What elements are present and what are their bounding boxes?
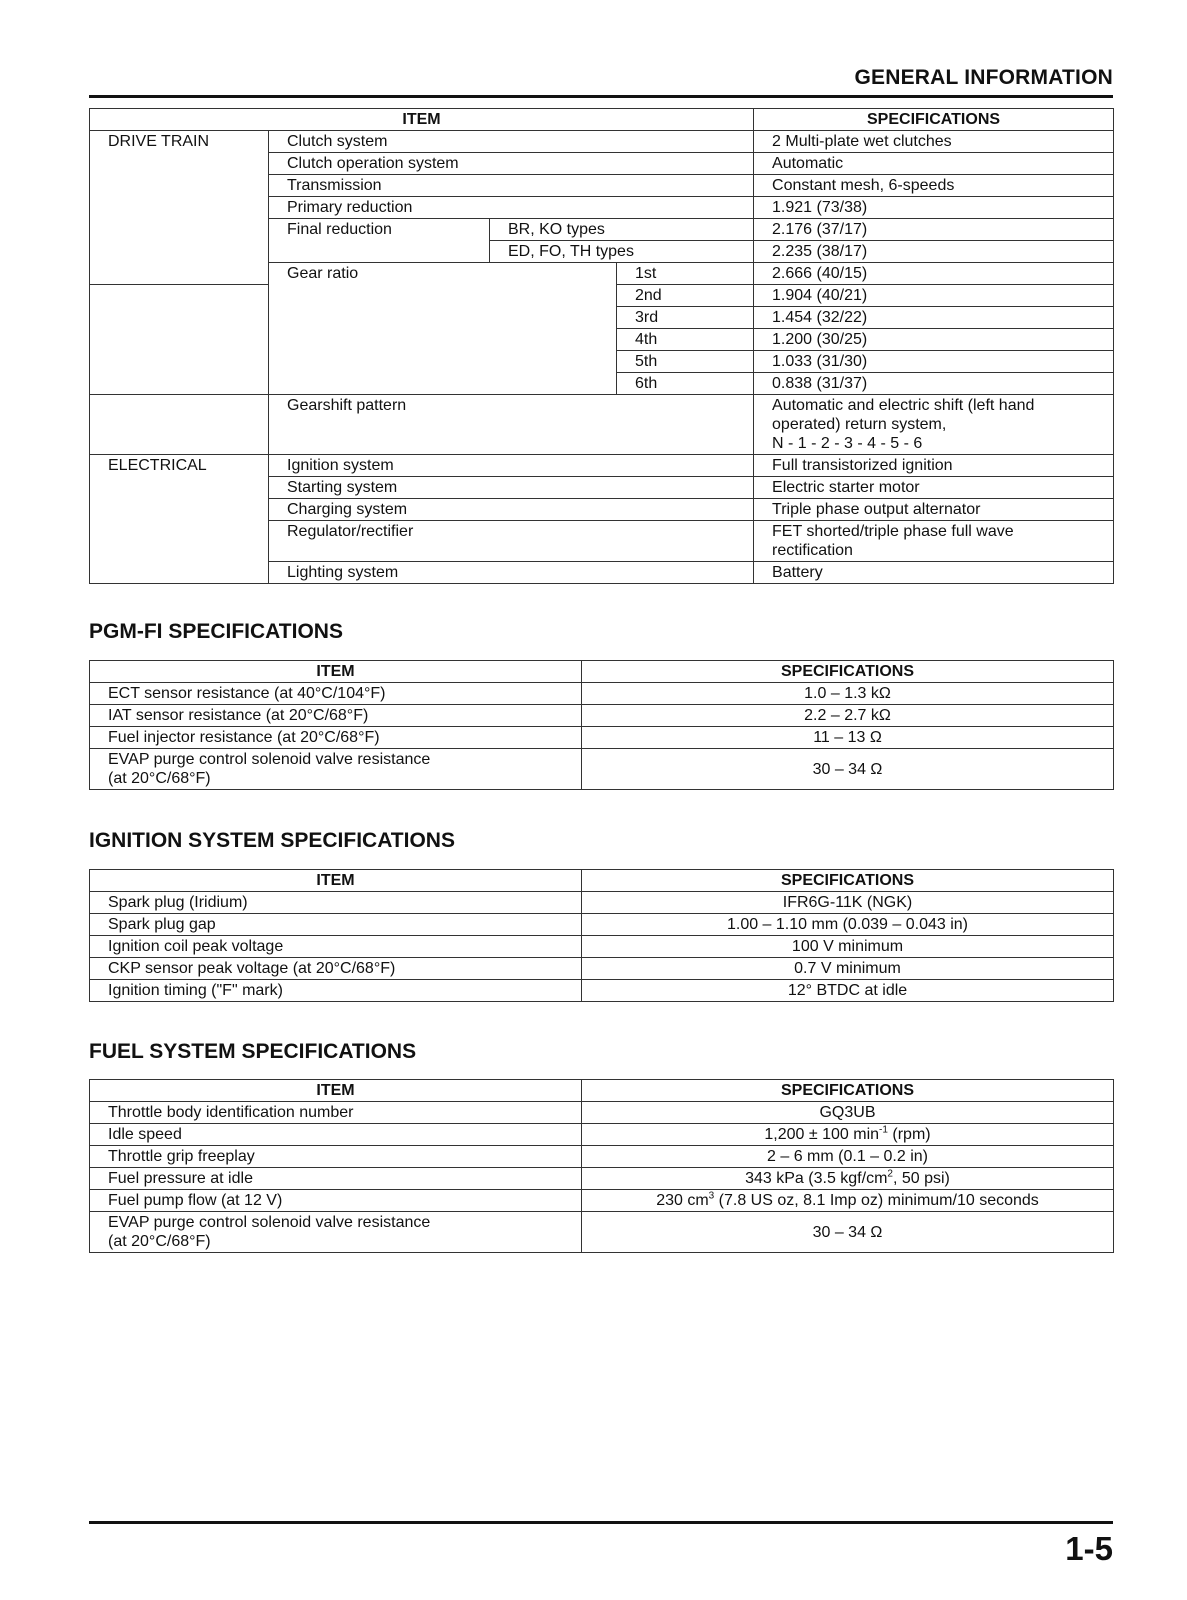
spec-cell: 11 – 13 Ω	[582, 727, 1114, 749]
item-cell: Ignition system	[269, 455, 754, 477]
table-row	[90, 219, 1114, 241]
item-cell: Idle speed	[90, 1124, 582, 1146]
spec-cell: 2.235 (38/17)	[754, 241, 1114, 263]
item-header: ITEM	[90, 870, 582, 892]
table-row	[90, 1212, 1114, 1253]
item-cell: Gear ratio	[269, 263, 617, 395]
group-spacer	[90, 329, 269, 351]
spec-cell: 2.666 (40/15)	[754, 263, 1114, 285]
table-header-row	[90, 661, 1114, 683]
page-header-title: GENERAL INFORMATION	[854, 66, 1113, 89]
spec-line: rectification	[772, 542, 853, 559]
ignition-section-title: IGNITION SYSTEM SPECIFICATIONS	[89, 829, 455, 852]
group-spacer	[90, 477, 269, 499]
group-spacer	[90, 562, 269, 584]
table-row	[90, 477, 1114, 499]
table-row	[90, 197, 1114, 219]
group-spacer	[90, 499, 269, 521]
spec-cell: Full transistorized ignition	[754, 455, 1114, 477]
spec-cell: 2 – 6 mm (0.1 – 0.2 in)	[582, 1146, 1114, 1168]
item-cell: Regulator/rectifier	[269, 521, 754, 562]
gear-cell: 3rd	[617, 307, 754, 329]
spec-cell: Battery	[754, 562, 1114, 584]
table-row	[90, 455, 1114, 477]
superscript: 3	[708, 1190, 715, 1202]
spec-cell: 1.200 (30/25)	[754, 329, 1114, 351]
spec-cell: 2.176 (37/17)	[754, 219, 1114, 241]
spec-line: operated) return system,	[772, 416, 947, 433]
spec-text: , 50 psi)	[892, 1170, 950, 1187]
item-cell: Charging system	[269, 499, 754, 521]
table-row	[90, 683, 1114, 705]
table-row	[90, 175, 1114, 197]
table-row	[90, 980, 1114, 1002]
spec-cell: 1.454 (32/22)	[754, 307, 1114, 329]
spec-line: Automatic and electric shift (left hand	[772, 397, 1035, 414]
header-rule	[89, 95, 1113, 98]
table-row	[90, 914, 1114, 936]
group-spacer	[90, 373, 269, 395]
table-row	[90, 1190, 1114, 1212]
item-cell: ECT sensor resistance (at 40°C/104°F)	[90, 683, 582, 705]
table-row	[90, 892, 1114, 914]
specifications-header: SPECIFICATIONS	[582, 661, 1114, 683]
ignition-table	[89, 869, 1114, 1002]
spec-cell: 0.7 V minimum	[582, 958, 1114, 980]
page-number: 1-5	[1065, 1530, 1113, 1567]
table-row	[90, 395, 1114, 455]
spec-line: N - 1 - 2 - 3 - 4 - 5 - 6	[772, 435, 923, 452]
spec-text: 230 cm	[656, 1192, 709, 1209]
spec-cell-multiline	[754, 521, 1114, 562]
item-cell: Ignition coil peak voltage	[90, 936, 582, 958]
spec-cell: Triple phase output alternator	[754, 499, 1114, 521]
spec-cell	[582, 1124, 1114, 1146]
footer-rule	[89, 1521, 1113, 1524]
spec-cell: 1.921 (73/38)	[754, 197, 1114, 219]
spec-cell: GQ3UB	[582, 1102, 1114, 1124]
group-spacer	[90, 521, 269, 562]
table-row	[90, 521, 1114, 562]
item-cell: Transmission	[269, 175, 754, 197]
table-row	[90, 241, 1114, 263]
table-row	[90, 1146, 1114, 1168]
table-row	[90, 705, 1114, 727]
pgmfi-section-title: PGM-FI SPECIFICATIONS	[89, 620, 343, 643]
item-cell: Gearshift pattern	[269, 395, 754, 455]
item-header: ITEM	[90, 1080, 582, 1102]
item-line: EVAP purge control solenoid valve resistance	[108, 1214, 431, 1231]
item-cell: Fuel pressure at idle	[90, 1168, 582, 1190]
sub-item-cell: BR, KO types	[490, 219, 754, 241]
group-spacer	[90, 219, 269, 241]
superscript: 2	[887, 1168, 893, 1180]
table-row	[90, 131, 1114, 153]
table-row	[90, 727, 1114, 749]
spec-cell: 100 V minimum	[582, 936, 1114, 958]
drive-electrical-table	[89, 108, 1114, 584]
spec-cell: Automatic	[754, 153, 1114, 175]
specifications-header: SPECIFICATIONS	[754, 109, 1114, 131]
table-row	[90, 1102, 1114, 1124]
item-cell: Fuel pump flow (at 12 V)	[90, 1190, 582, 1212]
spec-cell: 1.904 (40/21)	[754, 285, 1114, 307]
item-cell: Fuel injector resistance (at 20°C/68°F)	[90, 727, 582, 749]
group-spacer	[90, 307, 269, 329]
table-row	[90, 1124, 1114, 1146]
item-line: (at 20°C/68°F)	[108, 1233, 211, 1250]
fuel-table	[89, 1079, 1114, 1253]
group-spacer	[90, 285, 269, 307]
group-spacer	[90, 153, 269, 175]
gear-cell: 1st	[617, 263, 754, 285]
group-spacer	[90, 175, 269, 197]
table-row	[90, 936, 1114, 958]
spec-cell: Constant mesh, 6-speeds	[754, 175, 1114, 197]
group-spacer	[90, 351, 269, 373]
item-cell: Lighting system	[269, 562, 754, 584]
spec-cell: IFR6G-11K (NGK)	[582, 892, 1114, 914]
spec-cell	[582, 1190, 1114, 1212]
spec-line: FET shorted/triple phase full wave	[772, 523, 1014, 540]
item-cell: Final reduction	[269, 219, 490, 263]
spec-cell: 1.033 (31/30)	[754, 351, 1114, 373]
item-line: EVAP purge control solenoid valve resistance	[108, 751, 431, 768]
item-cell: Clutch system	[269, 131, 754, 153]
group-spacer	[90, 263, 269, 285]
item-cell: Starting system	[269, 477, 754, 499]
specifications-header: SPECIFICATIONS	[582, 870, 1114, 892]
item-cell: Ignition timing ("F" mark)	[90, 980, 582, 1002]
gear-cell: 6th	[617, 373, 754, 395]
spec-text: 343 kPa (3.5 kgf/cm	[745, 1170, 888, 1187]
spec-cell: Electric starter motor	[754, 477, 1114, 499]
item-cell: Throttle grip freeplay	[90, 1146, 582, 1168]
item-header: ITEM	[90, 661, 582, 683]
spec-cell: 1.0 – 1.3 kΩ	[582, 683, 1114, 705]
group-spacer	[90, 395, 269, 455]
table-row	[90, 153, 1114, 175]
item-cell: Spark plug gap	[90, 914, 582, 936]
item-cell-multiline	[90, 749, 582, 790]
table-header-row	[90, 109, 1114, 131]
item-header: ITEM	[90, 109, 754, 131]
gear-cell: 4th	[617, 329, 754, 351]
superscript: -1	[879, 1124, 888, 1136]
group-spacer	[90, 241, 269, 263]
spec-cell: 2.2 – 2.7 kΩ	[582, 705, 1114, 727]
spec-cell: 0.838 (31/37)	[754, 373, 1114, 395]
item-line: (at 20°C/68°F)	[108, 770, 211, 787]
gear-cell: 5th	[617, 351, 754, 373]
table-row	[90, 1168, 1114, 1190]
group-label-drive-train: DRIVE TRAIN	[90, 131, 269, 153]
spec-cell: 1.00 – 1.10 mm (0.039 – 0.043 in)	[582, 914, 1114, 936]
item-cell: Primary reduction	[269, 197, 754, 219]
group-label-electrical: ELECTRICAL	[90, 455, 269, 477]
spec-cell: 30 – 34 Ω	[582, 1212, 1114, 1253]
item-cell: Spark plug (Iridium)	[90, 892, 582, 914]
item-cell-multiline	[90, 1212, 582, 1253]
group-spacer	[90, 197, 269, 219]
table-header-row	[90, 870, 1114, 892]
item-cell: Clutch operation system	[269, 153, 754, 175]
spec-text: (7.8 US oz, 8.1 Imp oz) minimum/10 seconds	[714, 1192, 1039, 1209]
table-header-row	[90, 1080, 1114, 1102]
item-cell: IAT sensor resistance (at 20°C/68°F)	[90, 705, 582, 727]
table-row	[90, 749, 1114, 790]
table-row	[90, 958, 1114, 980]
gear-cell: 2nd	[617, 285, 754, 307]
sub-item-cell: ED, FO, TH types	[490, 241, 754, 263]
item-cell: Throttle body identification number	[90, 1102, 582, 1124]
table-row	[90, 499, 1114, 521]
spec-cell: 30 – 34 Ω	[582, 749, 1114, 790]
specifications-header: SPECIFICATIONS	[582, 1080, 1114, 1102]
fuel-section-title: FUEL SYSTEM SPECIFICATIONS	[89, 1040, 417, 1063]
spec-cell	[582, 1168, 1114, 1190]
pgmfi-table	[89, 660, 1114, 790]
spec-text: (rpm)	[887, 1126, 931, 1143]
table-row	[90, 562, 1114, 584]
spec-cell: 12° BTDC at idle	[582, 980, 1114, 1002]
spec-cell-multiline	[754, 395, 1114, 455]
table-row	[90, 263, 1114, 285]
item-cell: CKP sensor peak voltage (at 20°C/68°F)	[90, 958, 582, 980]
spec-cell: 2 Multi-plate wet clutches	[754, 131, 1114, 153]
spec-text: 1,200 ± 100 min	[764, 1126, 880, 1143]
